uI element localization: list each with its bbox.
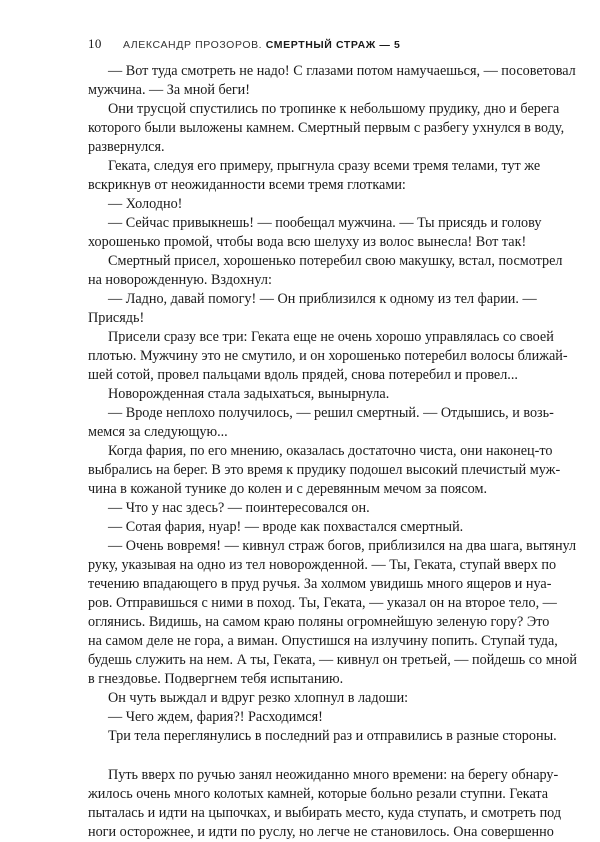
body-text <box>88 62 577 842</box>
text-line: Геката, следуя его примеру, прыгнула сразу всеми тремя телами, тут же <box>108 158 541 174</box>
text-line: — Ладно, давай помогу! — Он приблизился к одному из тел фарии. — <box>108 291 537 307</box>
text-line: на самом деле не гора, а виман. Опустишся на излучину попить. Ступай туда, <box>88 633 558 649</box>
running-header <box>88 36 528 52</box>
text-line: — Холодно! <box>108 196 183 212</box>
text-line: плотью. Мужчину это не смутило, и он хорошенько потеребил волосы ближай- <box>88 348 568 364</box>
text-line: жилось очень много колотых камней, которые больно резали ступни. Геката <box>88 786 549 802</box>
text-line: течению впадающего в пруд ручья. За холмом увидишь много ящеров и нуа- <box>88 576 552 592</box>
text-line: Смертный присел, хорошенько потеребил свою макушку, встал, посмотрел <box>108 253 563 269</box>
text-line: ноги осторожнее, и идти по руслу, но легче не становилось. Она совершенно <box>88 824 554 840</box>
text-line: руку, указывая на одно из тел новорожденной. — Ты, Геката, ступай вверх по <box>88 557 557 573</box>
text-line: Они трусцой спустились по тропинке к небольшому прудику, дно и берега <box>108 101 560 117</box>
text-line: мемся за следующую... <box>88 424 228 440</box>
text-line: — Вот туда смотреть не надо! С глазами потом намучаешься, — посоветовал <box>108 63 576 79</box>
text-line: Новорожденная стала задыхаться, вынырнула. <box>108 386 390 402</box>
text-line: будешь служить на нем. А ты, Геката, — кивнул он третьей, — пойдешь со мной <box>88 652 577 668</box>
text-line: на новорожденную. Вздохнул: <box>88 272 272 288</box>
text-line: пыталась и идти на цыпочках, и выбирать место, куда ступать, и смотреть под <box>88 805 562 821</box>
text-line: оглянись. Видишь, на самом краю поляны огромнейшую зеленую гору? Это <box>88 614 550 630</box>
text-line: — Сотая фария, нуар! — вроде как похвастался смертный. <box>108 519 464 535</box>
text-line: вскрикнув от неожиданности всеми тремя глотками: <box>88 177 406 193</box>
running-head <box>123 39 400 51</box>
text-line: которого были выложены камнем. Смертный первым с разбегу ухнулся в воду, <box>88 120 565 136</box>
text-line: мужчина. — За мной беги! <box>88 82 250 98</box>
section-break <box>88 746 520 766</box>
text-line: Он чуть выждал и вдруг резко хлопнул в ладоши: <box>108 690 409 706</box>
text-line: Путь вверх по ручью занял неожиданно много времени: на берегу обнару- <box>108 767 559 783</box>
text-line: — Чего ждем, фария?! Расходимся! <box>108 709 323 725</box>
text-line: развернулся. <box>88 139 165 155</box>
running-head-author: АЛЕКСАНДР ПРОЗОРОВ. <box>122 39 263 51</box>
text-line: Когда фария, по его мнению, оказалась достаточно чиста, они наконец-то <box>108 443 553 459</box>
text-line: — Сейчас привыкнешь! — пообещал мужчина. — Ты присядь и голову <box>108 215 542 231</box>
text-line: — Вроде неплохо получилось, — решил смертный. — Отдышись, и возь- <box>108 405 554 421</box>
text-line: хорошенько промой, чтобы вода всю шелуху из волос вынесла! Вот так! <box>88 234 527 250</box>
text-line: — Что у нас здесь? — поинтересовался он. <box>108 500 370 516</box>
page-number: 10 <box>88 36 102 51</box>
text-line: выбрались на берег. В это время к прудику подошел высокий плечистый муж- <box>88 462 561 478</box>
text-line: ров. Отправишься с ними в поход. Ты, Геката, — указал он на второе тело, — <box>88 595 557 611</box>
text-line: в гнездовье. Подвергнем тебя испытанию. <box>88 671 344 687</box>
text-line: шей сотой, провел пальцами вдоль прядей, снова потеребил и провел... <box>88 367 518 383</box>
text-line: Три тела переглянулись в последний раз и отправились в разные стороны. <box>108 728 557 744</box>
running-head-title: СМЕРТНЫЙ СТРАЖ — 5 <box>265 39 401 51</box>
text-line: — Очень вовремя! — кивнул страж богов, приблизился на два шага, вытянул <box>108 538 577 554</box>
text-line: чина в кожаной тунике до колен и с деревянным мечом за поясом. <box>88 481 487 497</box>
text-line: Присядь! <box>88 310 145 326</box>
text-line: Присели сразу все три: Геката еще не очень хорошо управлялась со своей <box>108 329 554 345</box>
